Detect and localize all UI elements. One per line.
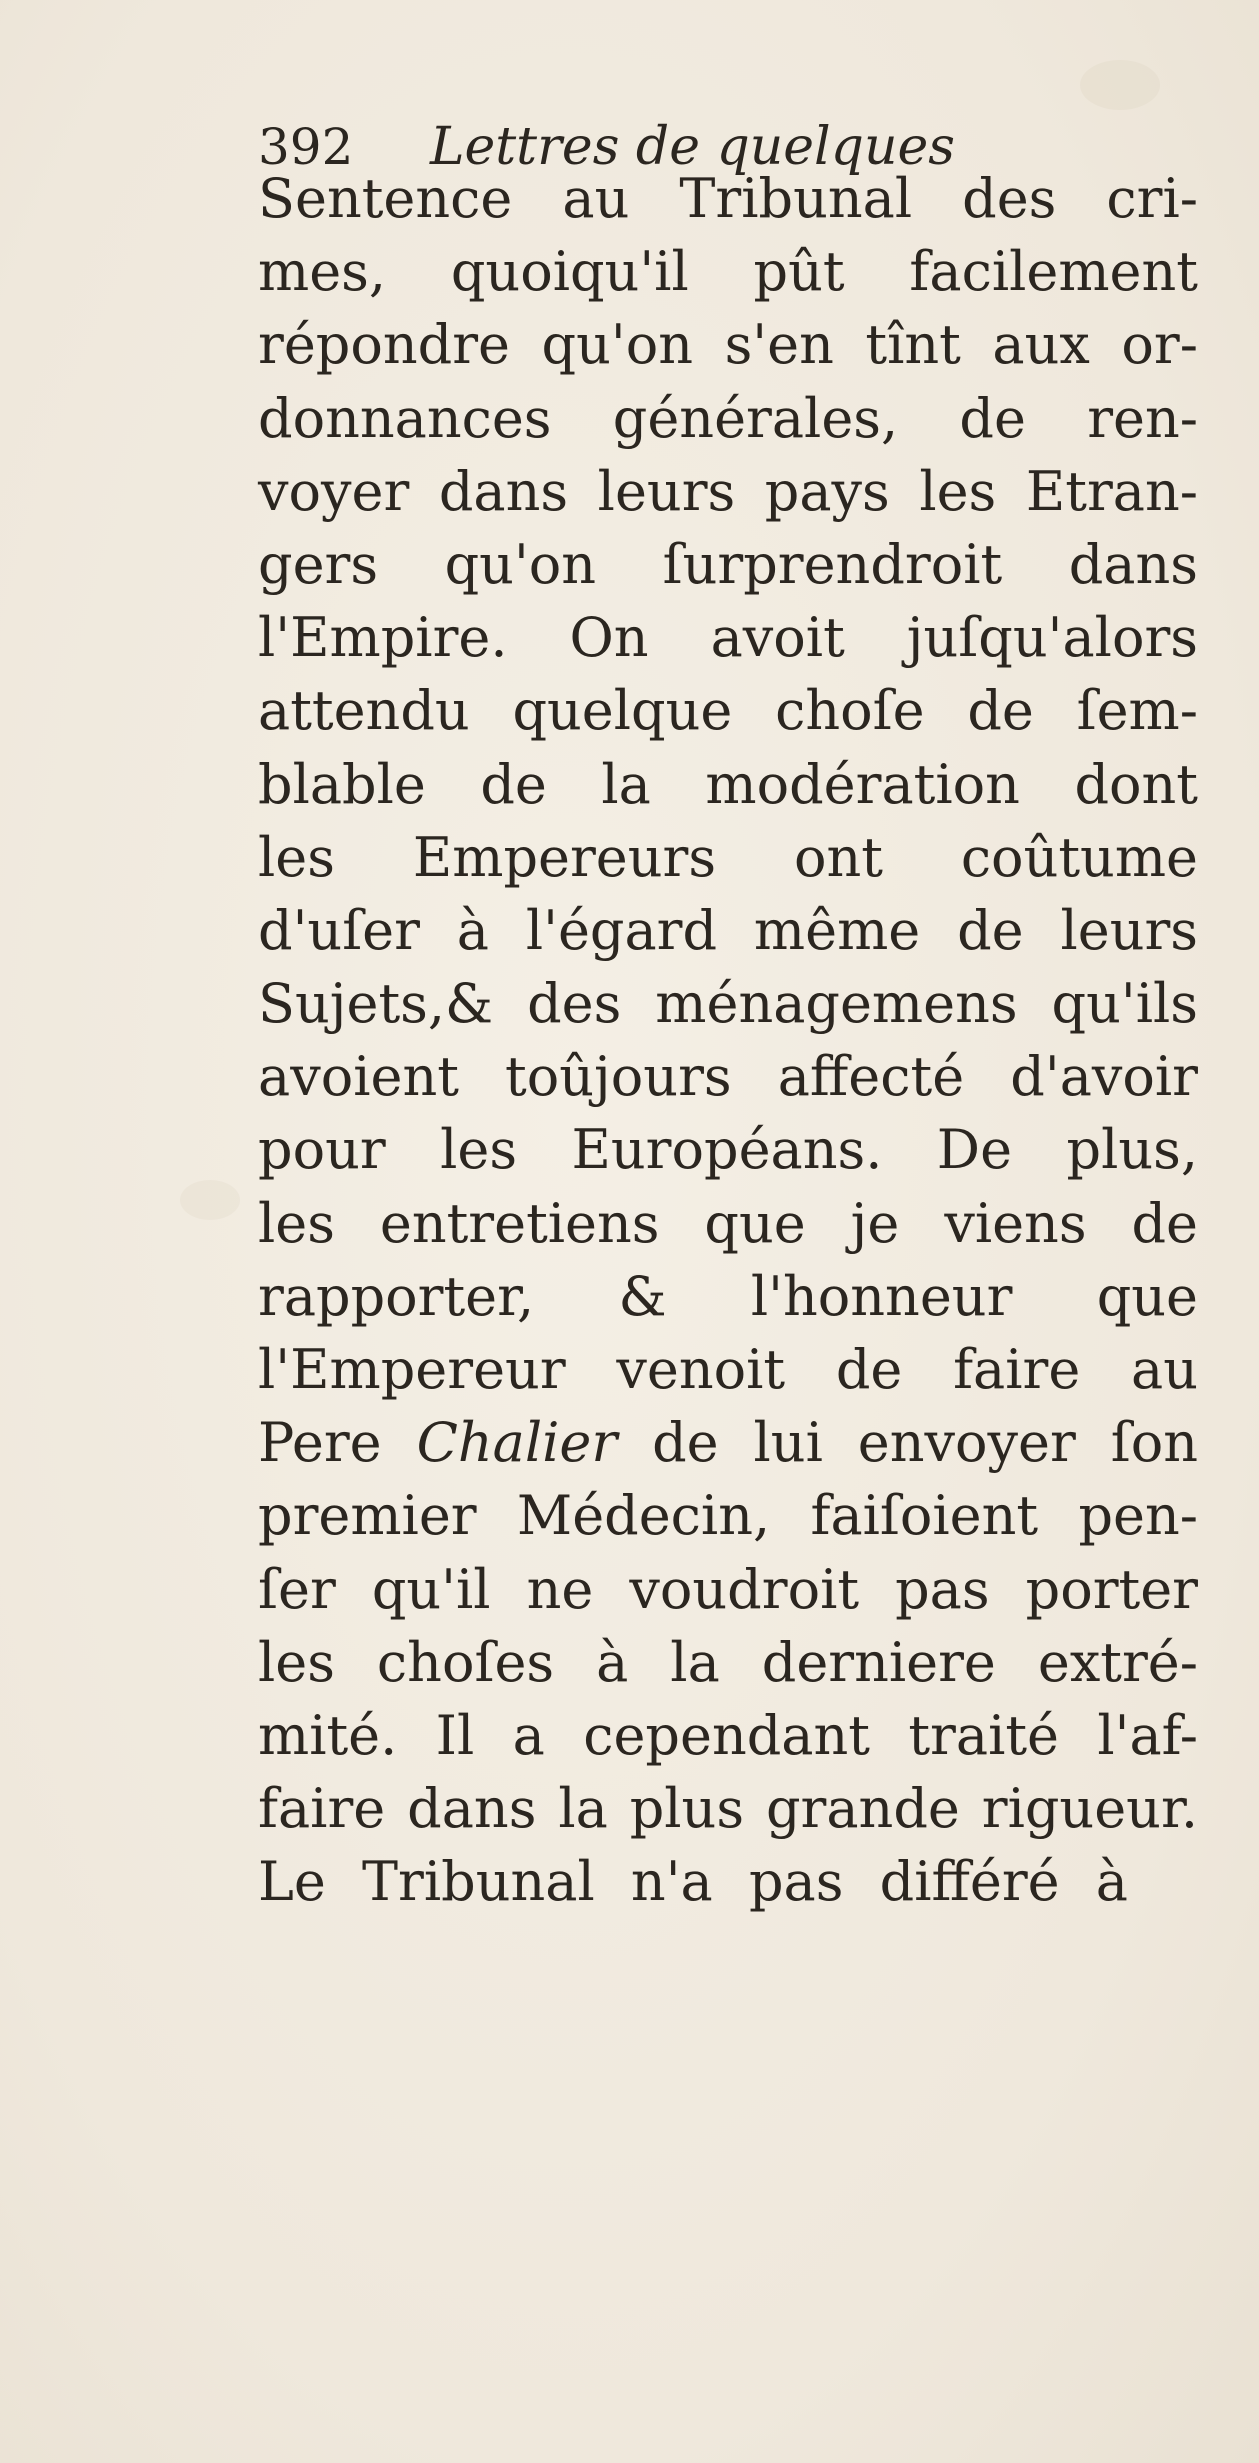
text-line: Sujets,& des ménagemens qu'ils [258, 972, 1198, 1036]
body-text [258, 162, 1198, 1919]
text-line: avoient toûjours affecté d'avoir [258, 1045, 1198, 1109]
text-line: faire dans la plus grande rigueur. [258, 1777, 1198, 1841]
text-line: mité. Il a cependant traité l'af- [258, 1703, 1198, 1767]
text-line: Sentence au Tribunal des cri- [258, 167, 1198, 230]
text-line: mes, quoiqu'il pût facilement [258, 240, 1198, 304]
text-line: donnances générales, de ren- [258, 386, 1198, 450]
running-title: Lettres de quelques [429, 117, 955, 177]
text-line: gers qu'on ſurprendroit dans [258, 532, 1198, 596]
text-line: les choſes à la derniere extré- [258, 1630, 1198, 1694]
text-line: attendu quelque choſe de ſem- [258, 679, 1198, 743]
paper-stain [1080, 60, 1160, 110]
text-line: d'uſer à l'égard même de leurs [258, 898, 1198, 962]
text-line: répondre qu'on s'en tînt aux or- [258, 313, 1198, 377]
text-line: pour les Européans. De plus, [258, 1118, 1198, 1182]
text-line: voyer dans leurs pays les Etran- [258, 459, 1198, 523]
text-line: rapporter, & l'honneur que [258, 1264, 1198, 1328]
proper-name: Chalier [416, 1411, 618, 1475]
text-line: l'Empire. On avoit juſqu'alors [258, 606, 1198, 670]
text-line: blable de la modération dont [258, 752, 1198, 816]
text-line: l'Empereur venoit de faire au [258, 1338, 1198, 1401]
text-line: premier Médecin, faiſoient pen- [258, 1484, 1198, 1548]
paper-stain [180, 1180, 240, 1220]
text-line: Pere Chalier de lui envoyer ſon [258, 1411, 1198, 1475]
text-line: les entretiens que je viens de [258, 1191, 1198, 1255]
page-number: 392 [258, 118, 354, 176]
text-line: les Empereurs ont coûtume [258, 825, 1198, 889]
text-line: ſer qu'il ne voudroit pas porter [258, 1557, 1198, 1621]
text-line: Le Tribunal n'a pas différé à [258, 1850, 1128, 1914]
